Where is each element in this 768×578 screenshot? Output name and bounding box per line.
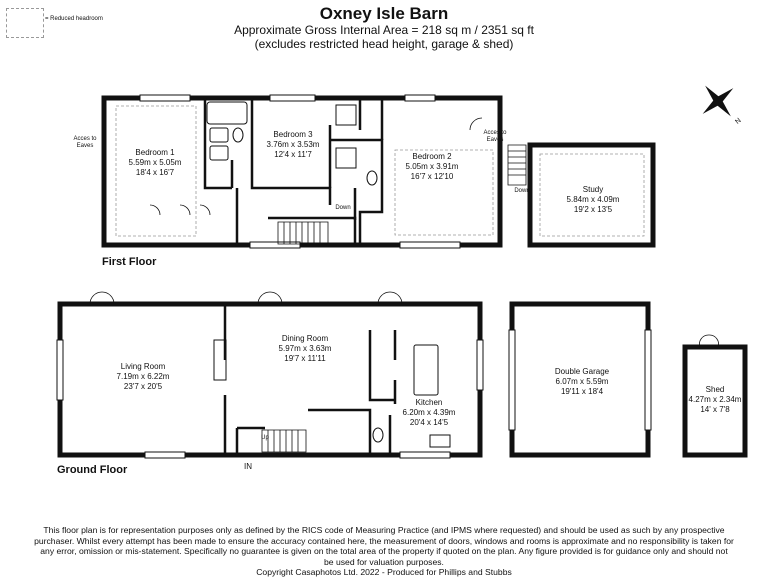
footer-line: be used for valuation purposes. — [324, 556, 444, 567]
stairs-down-label: Down — [335, 205, 351, 211]
eaves-label: Acces to — [483, 130, 507, 136]
page-title: Oxney Isle Barn — [319, 4, 449, 23]
copyright-line: Copyright Casaphotos Ltd. 2022 - Produced for Phillips and Stubbs — [256, 567, 512, 577]
area-subtitle: Approximate Gross Internal Area = 218 sq m / 2351 sq ft — [234, 23, 534, 37]
disclaimer-footer — [30, 525, 738, 578]
basin-icon — [210, 128, 228, 142]
ground-floor-label: Ground Floor — [57, 464, 128, 476]
room-kitchen — [394, 398, 464, 428]
room-shed — [684, 385, 746, 415]
entrance-label: IN — [244, 462, 252, 471]
room-metric: 5.84m x 4.09m — [566, 195, 620, 204]
eaves-access-right — [478, 130, 512, 144]
hob-icon — [430, 435, 450, 447]
eaves-label: Eaves — [486, 137, 504, 143]
room-metric: 6.20m x 4.39m — [402, 408, 456, 417]
room-name: Kitchen — [415, 398, 443, 407]
room-bedroom-3 — [255, 130, 331, 160]
room-name: Double Garage — [554, 367, 610, 376]
room-imperial: 19'11 x 18'4 — [560, 387, 604, 396]
room-imperial: 14' x 7'8 — [700, 405, 730, 414]
room-imperial: 12'4 x 11'7 — [274, 150, 312, 159]
room-name: Bedroom 2 — [412, 152, 452, 161]
room-imperial: 23'7 x 20'5 — [123, 382, 163, 391]
room-imperial: 18'4 x 16'7 — [135, 168, 175, 177]
compass-north-label: N — [734, 117, 743, 126]
room-double-garage — [540, 367, 624, 397]
room-metric: 5.59m x 5.05m — [128, 158, 182, 167]
room-name: Bedroom 1 — [135, 148, 175, 157]
bath-icon — [207, 102, 247, 124]
room-study — [555, 185, 631, 215]
room-bedroom-2 — [392, 152, 472, 182]
room-metric: 4.27m x 2.34m — [688, 395, 742, 404]
room-imperial: 19'2 x 13'5 — [573, 205, 613, 214]
room-name: Study — [582, 185, 604, 194]
footer-line: any error, omission or mis-statement. Specifically no guarantee is given on the total area of the property if quoted on the plan. Any figure provided is for guidance only and should not — [40, 546, 728, 556]
room-metric: 3.76m x 3.53m — [266, 140, 320, 149]
room-imperial: 20'4 x 14'5 — [409, 418, 449, 427]
kitchen-island-icon — [414, 345, 438, 395]
room-name: Dining Room — [281, 334, 329, 343]
room-bedroom-1 — [110, 148, 200, 178]
legend-label: = Reduced headroom — [45, 16, 103, 22]
room-name: Bedroom 3 — [273, 130, 313, 139]
room-name: Living Room — [120, 362, 166, 371]
footer-line: This floor plan is for representation purposes only as defined by the RICS code of Measuring Practice (and IPMS where requested) and should be used as such by any prospective — [43, 525, 725, 535]
study-stairs-down-label: Down — [514, 188, 530, 194]
room-metric: 7.19m x 6.22m — [116, 372, 170, 381]
room-living — [103, 362, 183, 392]
first-floor-label: First Floor — [102, 256, 157, 268]
eaves-label: Eaves — [76, 143, 94, 149]
exclusions-note: (excludes restricted head height, garage & shed) — [254, 37, 514, 51]
shower-icon — [336, 105, 356, 125]
eaves-label: Acces to — [73, 136, 97, 142]
stairs-up-label: Up — [261, 435, 269, 441]
room-metric: 6.07m x 5.59m — [555, 377, 609, 386]
room-metric: 5.97m x 3.63m — [278, 344, 332, 353]
room-dining — [265, 334, 345, 364]
toilet-icon — [233, 128, 243, 142]
room-imperial: 19'7 x 11'11 — [284, 354, 326, 363]
room-metric: 5.05m x 3.91m — [405, 162, 459, 171]
footer-line: purchaser. Whilst every attempt has been made to ensure the accuracy contained here, the measurement of doors, windows and rooms is approximate and no responsibility is taken for — [34, 535, 734, 546]
room-name: Shed — [705, 385, 725, 394]
eaves-access-left — [68, 136, 102, 150]
room-imperial: 16'7 x 12'10 — [410, 172, 454, 181]
